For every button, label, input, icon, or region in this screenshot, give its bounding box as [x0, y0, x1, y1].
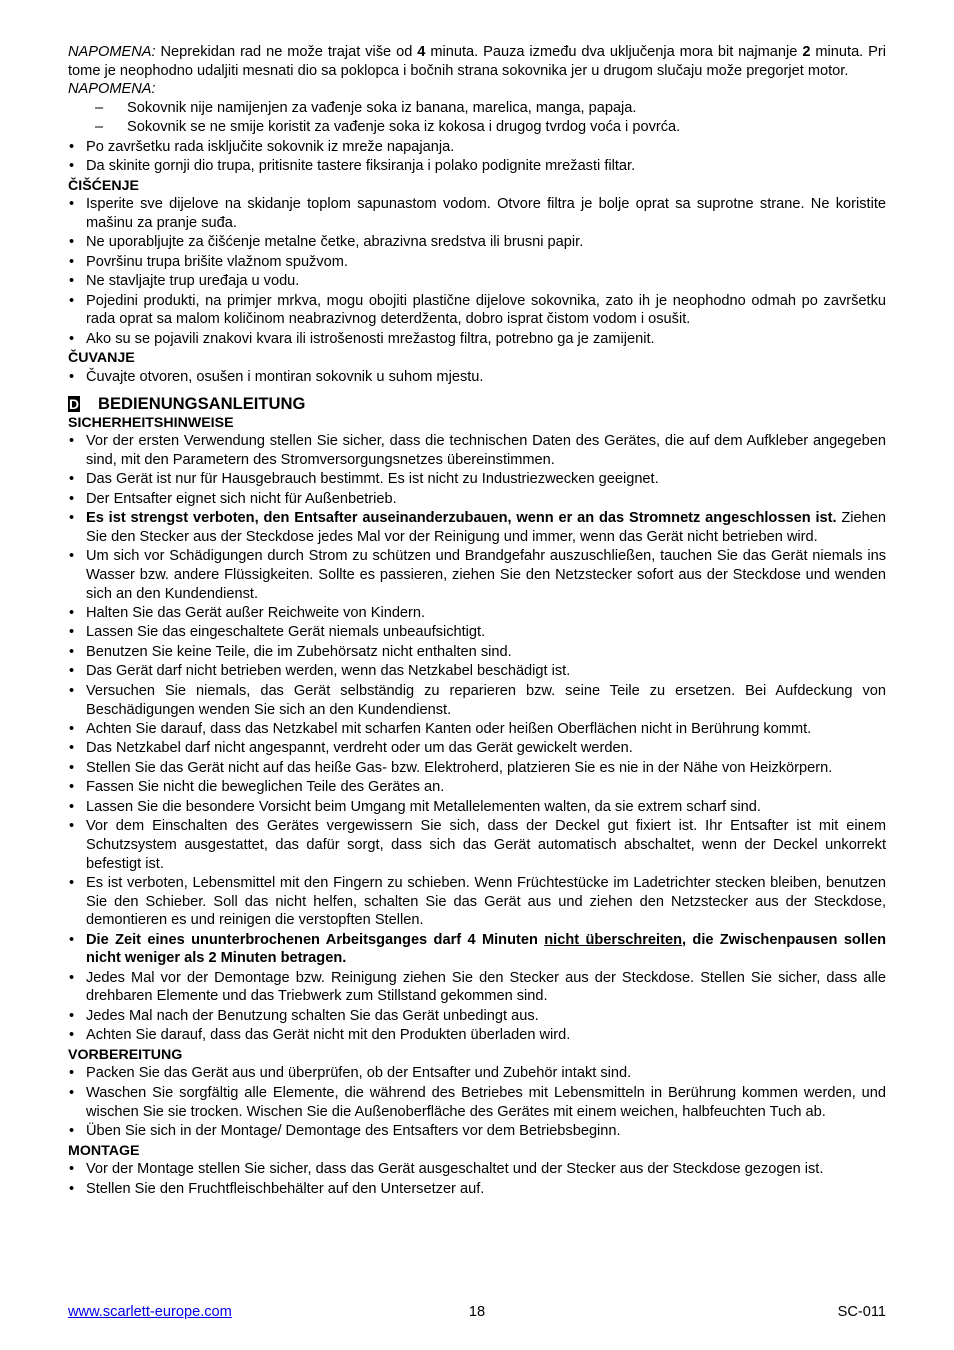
- list-item: • Versuchen Sie niemals, das Gerät selbständig zu reparieren bzw. seine Teile zu ersetzen. Bei Aufdeckung von Beschädigungen wenden Sie sich an den Kundendienst.: [68, 682, 886, 719]
- list-item: • Jedes Mal nach der Benutzung schalten Sie das Gerät unbedingt aus.: [68, 1007, 886, 1026]
- list-item: • Es ist verboten, Lebensmittel mit den Fingern zu schieben. Wenn Früchtestücke im Ladetrichter stecken bleiben, benutzen Sie den Schieber. Soll das nicht helfen, schalten Sie das Gerät aus und ziehen den Netzstecker aus der Steckdose, demontieren es und reinigen die verstopften Stellen.: [68, 874, 886, 930]
- list-item: – Sokovnik nije namijenjen za vađenje soka iz banana, marelica, manga, papaja.: [68, 99, 886, 118]
- list-item: • Um sich vor Schädigungen durch Strom zu schützen und Brandgefahr auszuschließen, tauchen Sie das Gerät niemals ins Wasser bzw. andere Flüssigkeiten. Sollte es passieren, ziehen Sie den Netzstecker sofort aus der Steckdose und wenden sich an den Kundendienst.: [68, 547, 886, 603]
- language-heading: [68, 395, 886, 414]
- list-item: • Lassen Sie das eingeschaltete Gerät niemals unbeaufsichtigt.: [68, 623, 886, 642]
- list-item: – Sokovnik se ne smije koristit za vađenje soka iz kokosa i drugog tvrdog voća i povrća.: [68, 118, 886, 137]
- list-item: • Vor der Montage stellen Sie sicher, dass das Gerät ausgeschaltet und der Stecker aus der Steckdose gezogen ist.: [68, 1160, 886, 1179]
- section-title-storage: ČUVANJE: [68, 350, 135, 367]
- page-number: 18: [468, 1304, 486, 1320]
- note-dash-list: [68, 99, 886, 137]
- preparation-list: [68, 1064, 886, 1140]
- list-item: • Das Gerät darf nicht betrieben werden, wenn das Netzkabel beschädigt ist.: [68, 662, 886, 681]
- list-item: • Benutzen Sie keine Teile, die im Zubehörsatz nicht enthalten sind.: [68, 643, 886, 662]
- page-footer: [68, 1304, 886, 1322]
- list-item: • Jedes Mal vor der Demontage bzw. Reinigung ziehen Sie den Stecker aus der Steckdose. Stellen Sie sicher, dass alle drehbaren Elemente und das Triebwerk zum Stillstand gekommen sind.: [68, 969, 886, 1006]
- list-item: • Üben Sie sich in der Montage/ Demontage des Entsafters vor dem Betriebsbeginn.: [68, 1122, 886, 1141]
- list-item: • Po završetku rada isključite sokovnik iz mreže napajanja.: [68, 138, 886, 157]
- list-item: • Halten Sie das Gerät außer Reichweite von Kindern.: [68, 604, 886, 623]
- cleaning-list: [68, 195, 886, 348]
- list-item: • Stellen Sie das Gerät nicht auf das heiße Gas- bzw. Elektroherd, platzieren Sie es nie in der Nähe von Heizkörpern.: [68, 759, 886, 778]
- note-paragraph: NAPOMENA: Neprekidan rad ne može trajat više od 4 minuta. Pauza između dva uključenja mora bit najmanje 2 minuta. Pri tome je neophodno udaljiti mesnati dio sa poklopca i bočnih strana sokovnika jer u drugom slučaju može pregorjet motor.: [68, 44, 886, 79]
- list-item: • Pojedini produkti, na primjer mrkva, mogu obojiti plastične dijelove sokovnika, zato ih je neophodno odmah po završetku rada oprat sa malom količinom neabrazivnog deterdženta, dobro isprat čistom vodom i osušit.: [68, 292, 886, 329]
- safety-list: [68, 432, 886, 1045]
- list-item: • Fassen Sie nicht die beweglichen Teile des Gerätes an.: [68, 778, 886, 797]
- montage-list: [68, 1160, 886, 1198]
- hr-bullet-list: [68, 138, 886, 176]
- page-title: BEDIENUNGSANLEITUNG: [98, 393, 306, 413]
- section-title-safety: SICHERHEITSHINWEISE: [68, 414, 234, 431]
- storage-list: [68, 368, 886, 387]
- list-item: • Ne stavljajte trup uređaja u vodu.: [68, 272, 886, 291]
- list-item: • Der Entsafter eignet sich nicht für Außenbetrieb.: [68, 490, 886, 509]
- list-item: • Stellen Sie den Fruchtfleischbehälter auf den Untersetzer auf.: [68, 1180, 886, 1199]
- list-item: • Die Zeit eines ununterbrochenen Arbeitsganges darf 4 Minuten nicht überschreiten, die Zwischenpausen sollen nicht weniger als 2 Minuten betragen.: [68, 931, 886, 968]
- section-title-preparation: VORBEREITUNG: [68, 1046, 183, 1063]
- list-item: • Isperite sve dijelove na skidanje toplom sapunastom vodom. Otvore filtra je bolje oprat sa suprotne strane. Ne koristite mašinu za pranje suđa.: [68, 195, 886, 232]
- model-code: SC-011: [837, 1304, 886, 1320]
- website-link[interactable]: www.scarlett-europe.com: [68, 1304, 232, 1320]
- list-item: • Waschen Sie sorgfältig alle Elemente, die während des Betriebes mit Lebensmitteln in Berührung kommen werden, und wischen Sie sie trocken. Wischen Sie die Außenoberfläche des Gerätes mit einem weichen, halbfeuchten Tuch ab.: [68, 1084, 886, 1121]
- list-item: • Da skinite gornji dio trupa, pritisnite tastere fiksiranja i polako podignite mrežasti filtar.: [68, 157, 886, 176]
- list-item: • Vor dem Einschalten des Gerätes vergewissern Sie sich, dass der Deckel gut fixiert ist. Ihr Entsafter ist mit einem Schutzsystem ausgestattet, das dafür sorgt, dass sich das Gerät automatisch abschaltet, wenn der Deckel unkorrekt befestigt ist.: [68, 817, 886, 873]
- document-page: [68, 43, 886, 1199]
- note-label: NAPOMENA:: [68, 81, 156, 98]
- list-item: • Vor der ersten Verwendung stellen Sie sicher, dass die technischen Daten des Gerätes, die auf dem Aufkleber angegeben sind, mit den Parametern des Stromversorgungsnetzes übereinstimmen.: [68, 432, 886, 469]
- note-label: NAPOMENA:: [68, 44, 156, 60]
- list-item: • Ako su se pojavili znakovi kvara ili istrošenosti mrežastog filtra, potrebno ga je zamijenit.: [68, 330, 886, 349]
- list-item: • Achten Sie darauf, dass das Gerät nicht mit den Produkten überladen wird.: [68, 1026, 886, 1045]
- list-item: • Ne uporabljujte za čišćenje metalne četke, abrazivna sredstva ili brusni papir.: [68, 233, 886, 252]
- list-item: • Površinu trupa brišite vlažnom spužvom.: [68, 253, 886, 272]
- list-item: • Das Gerät ist nur für Hausgebrauch bestimmt. Es ist nicht zu Industriezwecken geeignet.: [68, 470, 886, 489]
- list-item: • Čuvajte otvoren, osušen i montiran sokovnik u suhom mjestu.: [68, 368, 886, 387]
- list-item: • Achten Sie darauf, dass das Netzkabel mit scharfen Kanten oder heißen Oberflächen nicht in Berührung kommt.: [68, 720, 886, 739]
- list-item: • Es ist strengst verboten, den Entsafter auseinanderzubauen, wenn er an das Stromnetz angeschlossen ist. Ziehen Sie den Stecker aus der Steckdose jedes Mal vor der Reinigung und immer, wenn das Gerät nicht betrieben wird.: [68, 509, 886, 546]
- language-badge: D: [68, 396, 80, 413]
- section-title-montage: MONTAGE: [68, 1142, 140, 1159]
- list-item: • Lassen Sie die besondere Vorsicht beim Umgang mit Metallelementen walten, da sie extrem scharf sind.: [68, 798, 886, 817]
- list-item: • Das Netzkabel darf nicht angespannt, verdreht oder um das Gerät gewickelt werden.: [68, 739, 886, 758]
- section-title-cleaning: ČIŠĆENJE: [68, 177, 139, 194]
- list-item: • Packen Sie das Gerät aus und überprüfen, ob der Entsafter und Zubehör intakt sind.: [68, 1064, 886, 1083]
